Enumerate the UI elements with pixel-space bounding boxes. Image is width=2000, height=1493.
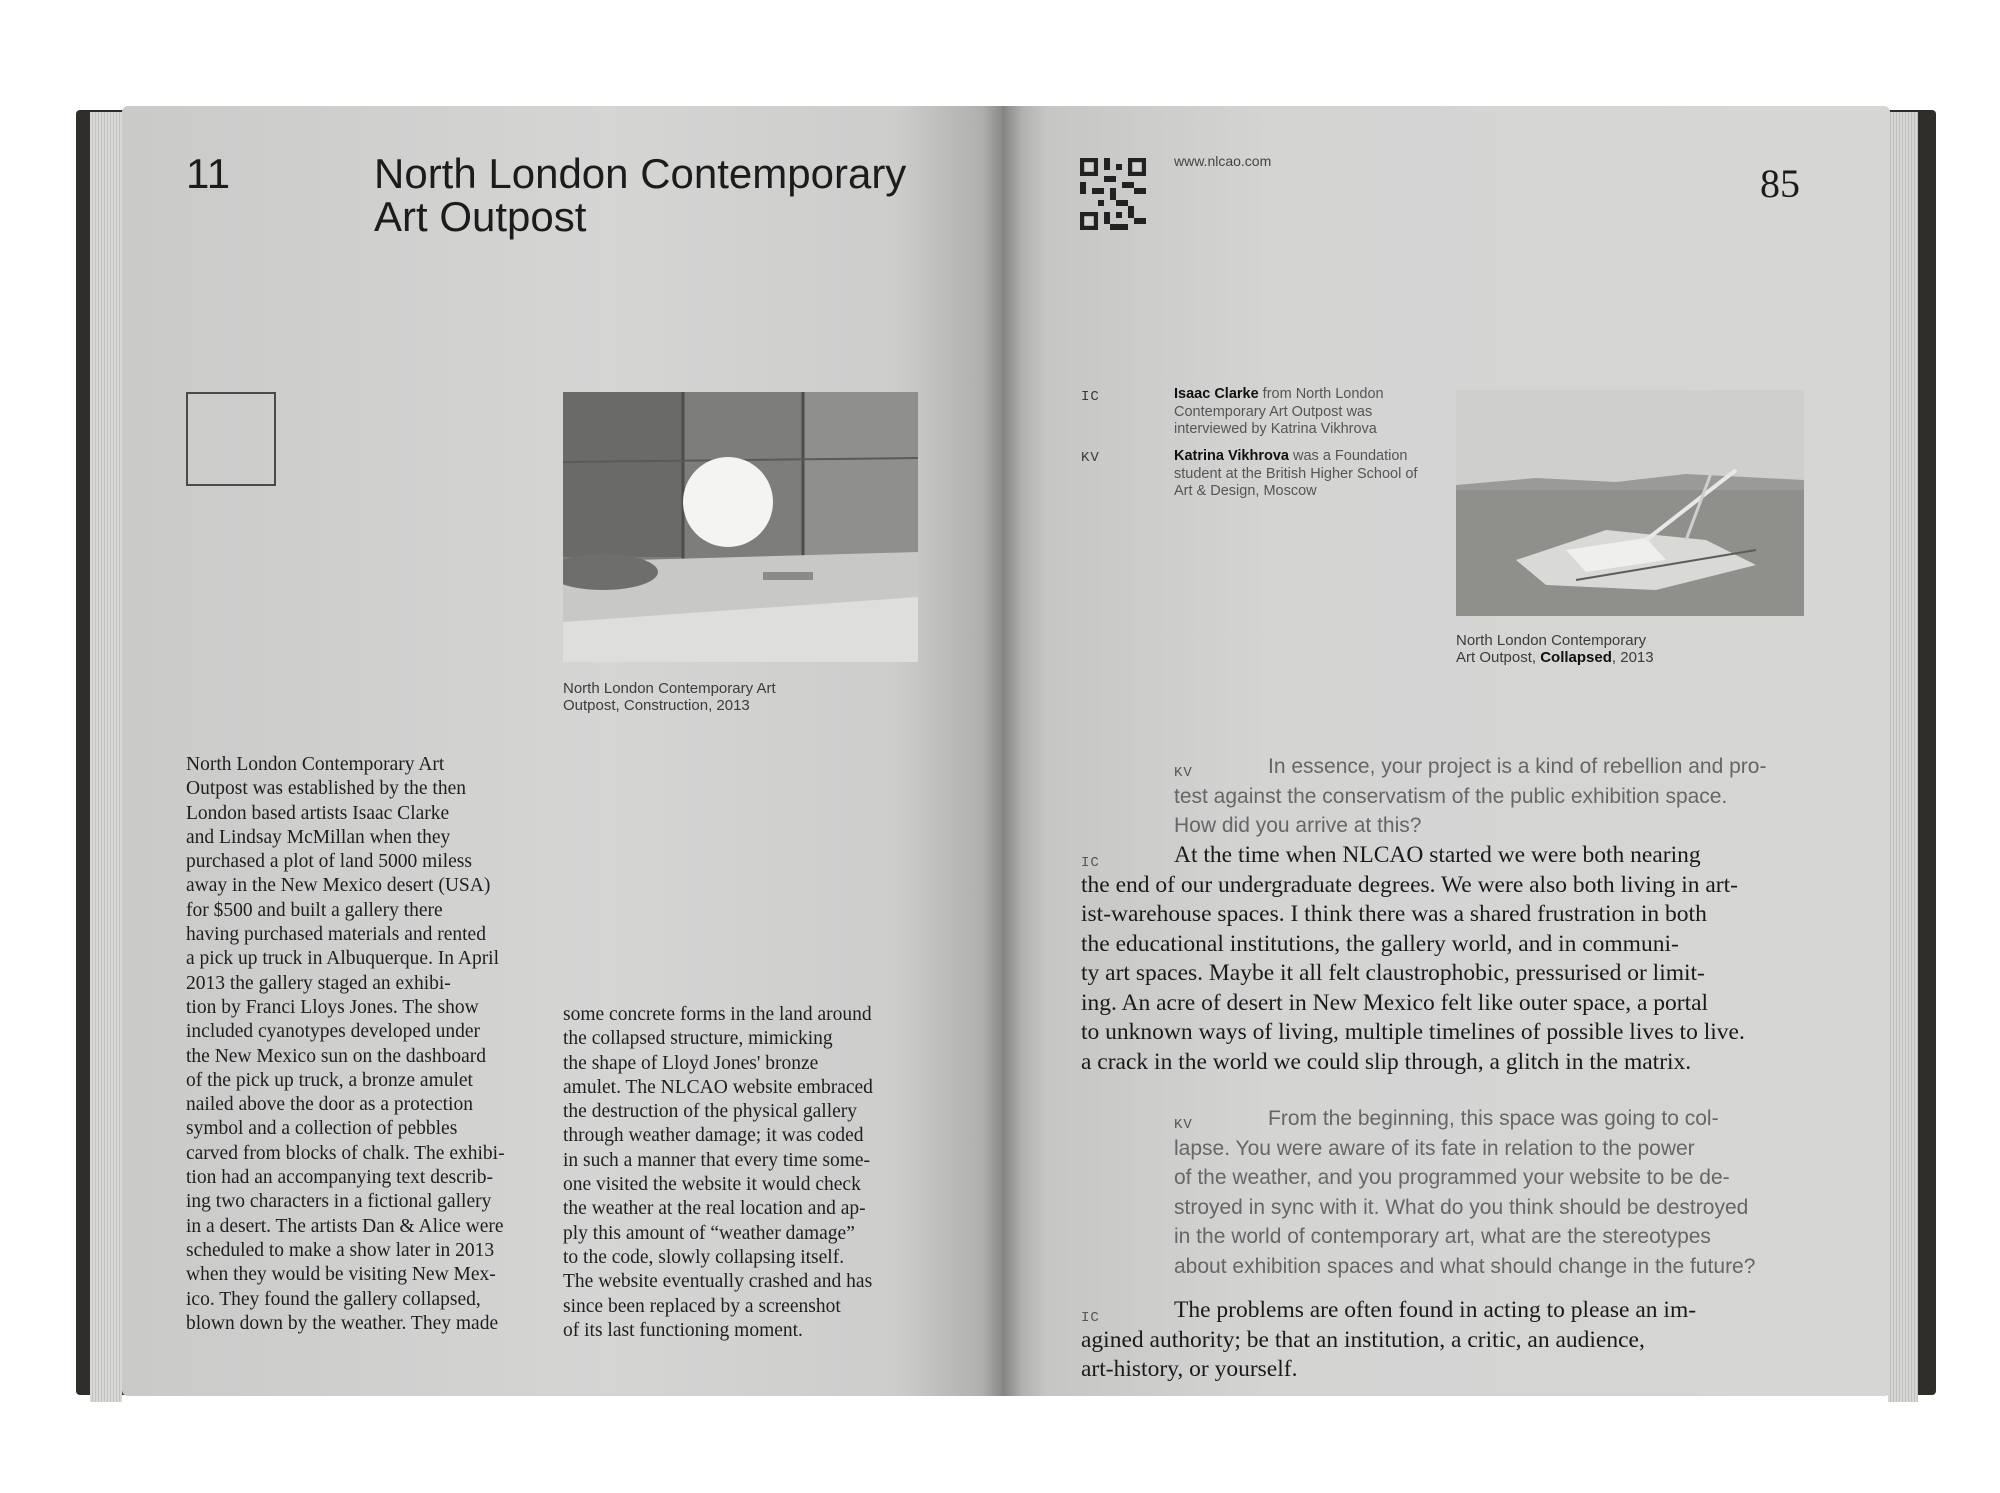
right-page [1002, 106, 1890, 1396]
bio-initials-ic: IC [1081, 389, 1100, 405]
photo-construction [563, 392, 918, 662]
body-text-column-1: North London Contemporary Art Outpost was established by the then London based artists Isaac Clarke and Lindsay McMillan when they purchased a plot of land 5000 miless away in the New Mexico desert (USA) for $500 and built a gallery there having purchased materials and rented a pick up truck in Albuquerque. In April 2013 the gallery staged an exhibi- tion by Franci Lloys Jones. The show included cyanotypes developed under the New Mexico sun on the dashboard of the pick up truck, a bronze amulet nailed above the door as a protection symbol and a collection of pebbles carved from blocks of chalk. The exhibi- tion had an accompanying text describ- ing two characters in a fictional gallery in a desert. The artists Dan & Alice were scheduled to make a show later in 2013 when they would be visiting New Mex- ico. They found the gallery collapsed, blown down by the weather. They made [186, 754, 505, 1334]
page-number-right: 85 [1760, 161, 1800, 206]
speaker-label: IC [1081, 1310, 1100, 1326]
page-edges-right [1888, 112, 1918, 1402]
interview-question: In essence, your project is a kind of rebellion and pro- test against the conservatism of the public exhibition space. How did you arrive at this? [1174, 755, 1767, 837]
bio-name: Isaac Clarke [1174, 386, 1259, 402]
body-text-column-2: some concrete forms in the land around the collapsed structure, mimicking the shape of Lloyd Jones' bronze amulet. The NLCAO website embraced the destruction of the physical gallery through weather damage; it was coded in such a manner that every time some- one visited the website it would check the weather at the real location and ap- ply this amount of “weather damage” to the code, slowly collapsing itself. The website eventually crashed and has since been replaced by a screenshot of its last functioning moment. [563, 1004, 873, 1341]
photo-caption-collapsed [1456, 632, 1756, 666]
bio-text: was a Foundation student at the British Higher School of Art & Design, Moscow [1174, 448, 1418, 499]
website-url: www.nlcao.com [1174, 153, 1272, 169]
bio-isaac-clarke [1174, 386, 1439, 439]
photo-construction-drawing [563, 392, 918, 662]
speaker-label: IC [1081, 855, 1100, 871]
photo-caption-construction: North London Contemporary Art Outpost, Construction, 2013 [563, 680, 776, 714]
interview-question: From the beginning, this space was going to col- lapse. You were aware of its fate in relation to the power of the weather, and you programmed your website to be de- stroyed in sync with it. What do you think should be destroyed in the world of contemporary art, what are the stereotypes about exhibition spaces and what should change in the future? [1174, 1107, 1756, 1278]
book-spine-shadow [982, 106, 1022, 1396]
page-number-left: 11 [186, 150, 231, 197]
speaker-label: KV [1174, 1117, 1193, 1133]
caption-prefix: North London Contemporary Art Outpost, [1456, 632, 1647, 666]
page-edges-left [90, 112, 122, 1402]
interview-answer: The problems are often found in acting to please an im- agined authority; be that an institution, a critic, an audience, art-history, or yourself. [1081, 1297, 1697, 1382]
left-page [122, 106, 1002, 1396]
bio-katrina-vikhrova [1174, 448, 1439, 501]
speaker-label: KV [1174, 765, 1193, 781]
bio-name: Katrina Vikhrova [1174, 448, 1289, 464]
caption-bold: Collapsed [1540, 649, 1612, 666]
bio-text: from North London Contemporary Art Outpost was interviewed by Katrina Vikhrova [1174, 386, 1384, 437]
square-outline-icon [186, 392, 276, 486]
photo-collapsed-drawing [1456, 390, 1804, 616]
page-title: North London Contemporary Art Outpost [374, 150, 907, 240]
photo-collapsed [1456, 390, 1804, 616]
interview-answer: At the time when NLCAO started we were both nearing the end of our undergraduate degrees. We were also both living in art- ist-warehouse spaces. I think there was a shared frustration in both the educational institutions, the gallery world, and in communi- ty art spaces. Maybe it all felt claustrophobic, pressurised or limit- ing. An acre of desert in New Mexico felt like outer space, a portal to unknown ways of living, multiple timelines of possible lives to live. a crack in the world we could slip through, a glitch in the matrix. [1081, 842, 1745, 1075]
qr-code-icon [1080, 158, 1146, 230]
caption-suffix: , 2013 [1611, 649, 1654, 666]
bio-initials-kv: KV [1081, 450, 1100, 466]
